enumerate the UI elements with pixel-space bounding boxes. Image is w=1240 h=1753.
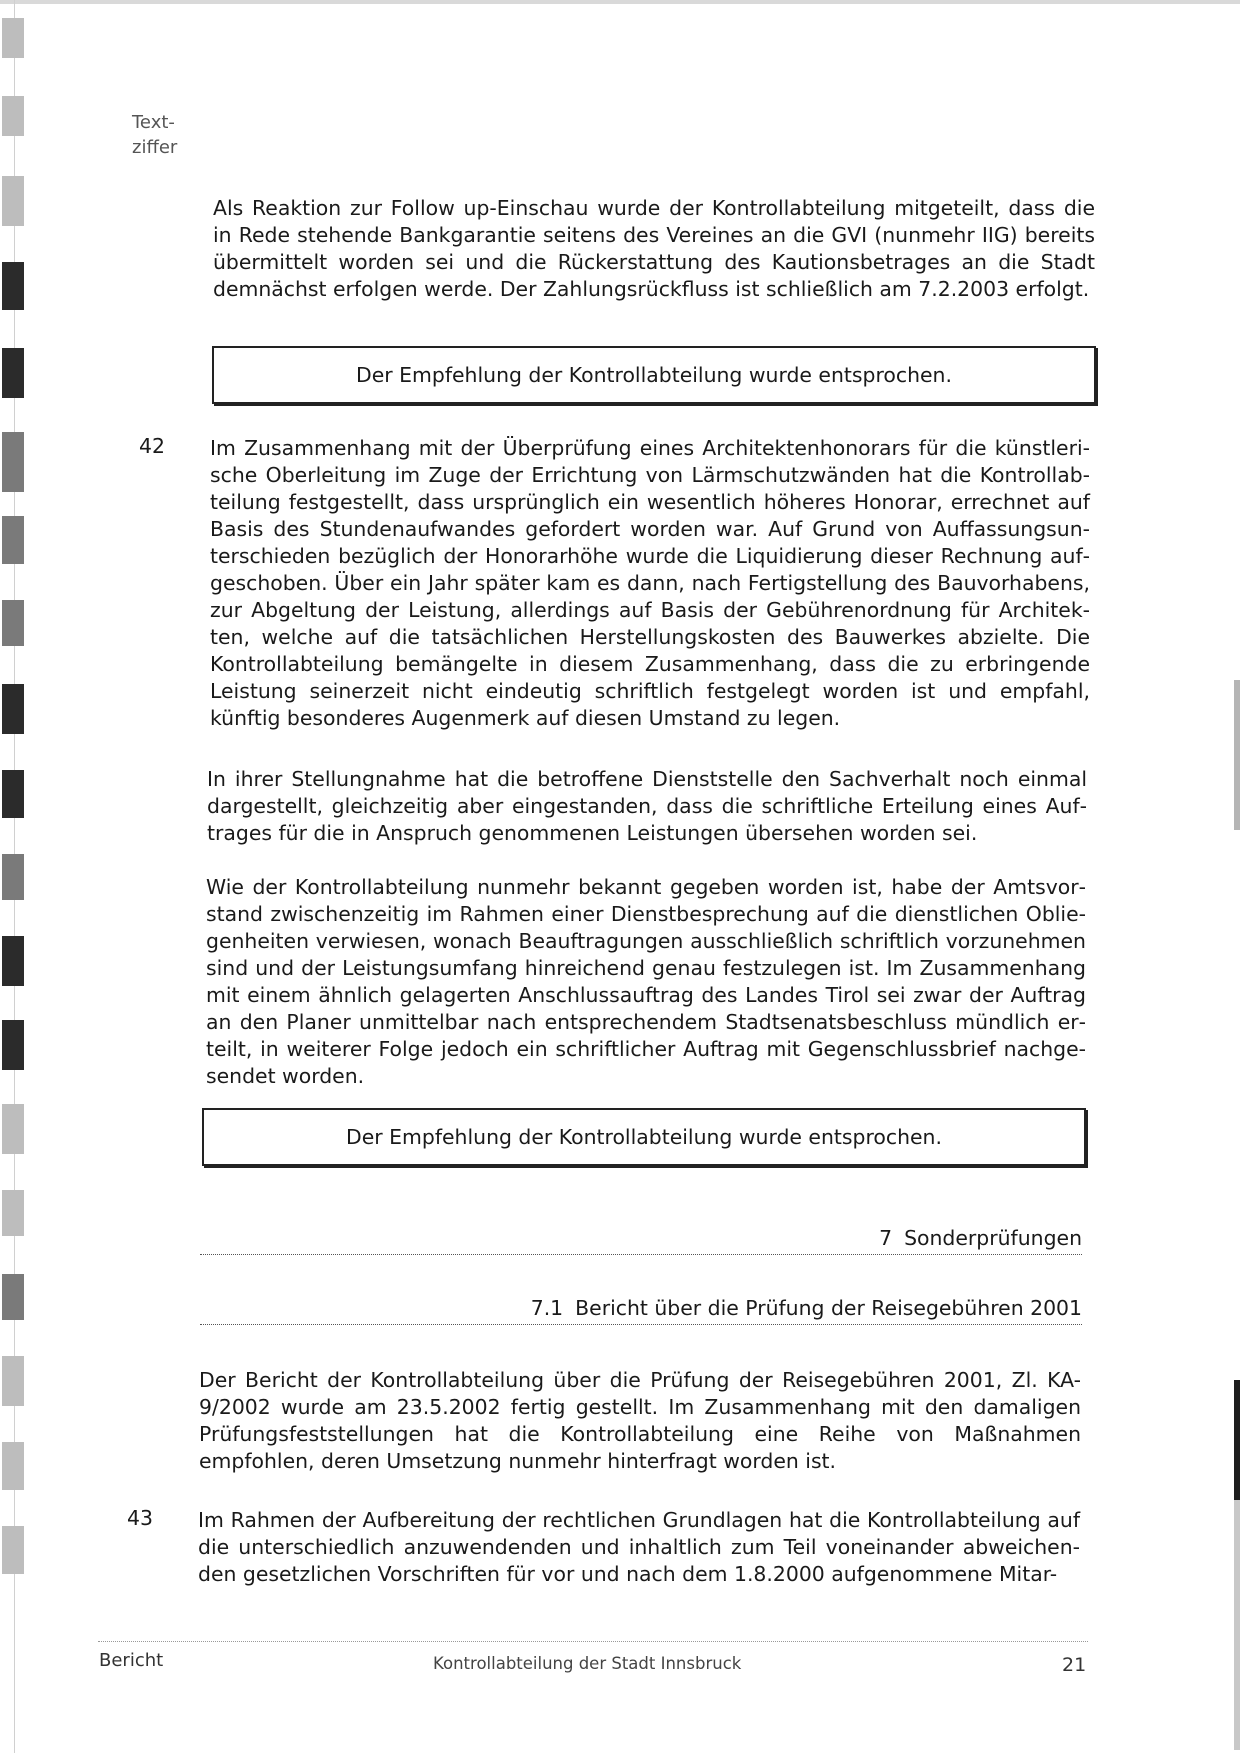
- scan-mark: [2, 1526, 24, 1574]
- footer-divider: [98, 1641, 1088, 1642]
- page-number: 21: [1062, 1654, 1087, 1676]
- recommendation-box: Der Empfehlung der Kontrollabteilung wurde entsprochen.: [202, 1108, 1086, 1166]
- scan-top-edge: [0, 0, 1240, 4]
- paragraph-amtsvorstand: Wie der Kontrollabteilung nunmehr bekannt gegeben worden ist, habe der Amtsvorstand zwischenzeitig im Rahmen einer Dienstbesprechung auf die dienstlichen Obliegenheiten verwiesen, wonach Beauftragungen ausschließlich schriftlich vorzunehmen sind und der Leistungsumfang hinreichend genau festzulegen ist. Im Zusammenhang mit einem ähnlich gelagerten Anschlussauftrag des Landes Tirol sei zwar der Auftrag an den Planer unmittelbar nach entsprechendem Stadtsenatsbeschluss mündlich erteilt, in weiterer Folge jedoch ein schriftlicher Auftrag mit Gegenschlussbrief nachgesendet worden.: [206, 875, 1086, 1088]
- scan-mark: [2, 348, 24, 398]
- margin-label-line2: ziffer: [132, 137, 178, 158]
- paragraph-architect-fee: Im Zusammenhang mit der Überprüfung eines Architektenhonorars für die künstlerische Oberleitung im Zuge der Errichtung von Lärmschutzwänden hat die Kontrollabteilung festgestellt, dass ursprünglich ein wesentlich höheres Honorar, errechnet auf Basis des Stundenaufwandes gefordert worden war. Auf Grund von Auffassungsunterschieden bezüglich der Honorarhöhe wurde die Liquidierung dieser Rechnung aufgeschoben. Über ein Jahr später kam es dann, nach Fertigstellung des Bauvorhabens, zur Abgeltung der Leistung, allerdings auf Basis der Gebührenordnung für Architekten, welche auf die tatsächlichen Herstellungskosten des Bauwerkes abzielte. Die Kontrollabteilung bemängelte in diesem Zusammenhang, dass die zu erbringende Leistung seinerzeit nicht eindeutig schriftlich festgelegt worden ist und empfahl, künftig besonderes Augenmerk auf diesen Umstand zu legen.: [210, 436, 1090, 730]
- recommendation-box: Der Empfehlung der Kontrollabteilung wurde entsprochen.: [212, 346, 1096, 404]
- scan-left-edge: [0, 0, 15, 1753]
- footer-organization: Kontrollabteilung der Stadt Innsbruck: [433, 1654, 742, 1673]
- scan-mark: [2, 96, 24, 136]
- scan-mark: [2, 1020, 24, 1070]
- section-title: Bericht über die Prüfung der Reisegebühren 2001: [575, 1296, 1082, 1320]
- scan-mark: [2, 1356, 24, 1406]
- scan-mark: [2, 18, 24, 58]
- scan-right-edge: [1234, 0, 1240, 1753]
- paragraph-statement: In ihrer Stellungnahme hat die betroffene Dienststelle den Sachverhalt noch einmal dargestellt, gleichzeitig aber eingestanden, dass die schriftliche Erteilung eines Auftrages für die in Anspruch genommenen Leistungen übersehen worden sei.: [207, 767, 1087, 845]
- paragraph-legal-basis: Im Rahmen der Aufbereitung der rechtlichen Grundlagen hat die Kontrollabteilung auf die unterschiedlich anzuwendenden und inhaltlich zum Teil voneinander abweichenden gesetzlichen Vorschriften für vor und nach dem 1.8.2000 aufgenommene Mitar-: [198, 1508, 1080, 1586]
- scan-mark: [2, 1190, 24, 1236]
- section-number: 7.1: [530, 1296, 564, 1320]
- section-heading-7-1: [200, 1296, 1082, 1325]
- scan-mark: [2, 600, 24, 646]
- scan-mark: [2, 432, 24, 492]
- scan-mark: [2, 262, 24, 310]
- scan-mark: [2, 770, 24, 818]
- margin-label-line1: Text-: [132, 112, 175, 133]
- scan-mark: [2, 684, 24, 734]
- section-title: Sonderprüfungen: [904, 1226, 1082, 1250]
- paragraph-follow-up: Als Reaktion zur Follow up-Einschau wurde der Kontrollabteilung mitgeteilt, dass die in Rede stehende Bankgarantie seitens des Vereines an die GVI (nunmehr IIG) bereits übermittelt worden sei und die Rückerstattung des Kautionsbetrages an die Stadt demnächst erfolgen werde. Der Zahlungsrückfluss ist schließlich am 7.2.2003 erfolgt.: [213, 196, 1095, 301]
- scan-mark: [2, 176, 24, 226]
- scan-mark: [2, 1274, 24, 1320]
- textziffer-number: 42: [139, 434, 165, 458]
- section-number: 7: [879, 1226, 893, 1250]
- scan-mark: [2, 936, 24, 986]
- scan-mark: [2, 1442, 24, 1490]
- section-heading-7: [200, 1226, 1082, 1255]
- scan-mark: [2, 854, 24, 900]
- textziffer-number: 43: [127, 1506, 153, 1530]
- margin-label-textziffer: [132, 110, 177, 160]
- paragraph-report-travel-costs: Der Bericht der Kontrollabteilung über die Prüfung der Reisegebühren 2001, Zl. KA-9/2002 wurde am 23.5.2002 fertig gestellt. Im Zusammenhang mit den damaligen Prüfungsfeststellungen hat die Kontrollabteilung eine Reihe von Maßnahmen empfohlen, deren Umsetzung nunmehr hinterfragt worden ist.: [199, 1368, 1081, 1473]
- footer-report-label: Bericht: [99, 1650, 164, 1671]
- scan-mark: [2, 516, 24, 564]
- scan-mark: [2, 1104, 24, 1154]
